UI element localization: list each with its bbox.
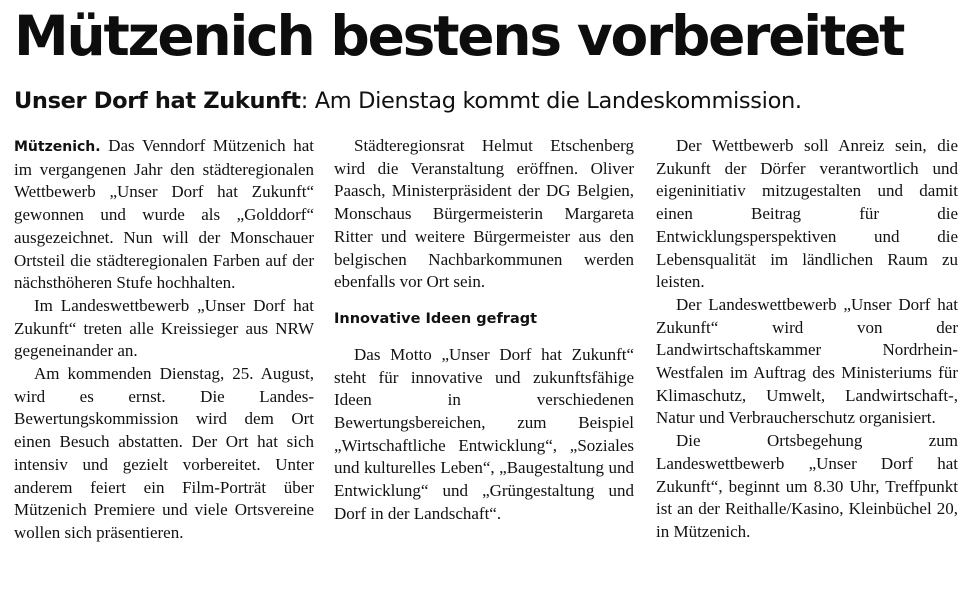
article-paragraph: Das Motto „Unser Dorf hat Zukunft“ steht für innovative und zukunftsfähige Ideen in verschiedenen Bewertungsbereichen, zum Beispiel „Wirtschaftliche Entwicklung“, „Soziales und kulturelles Leben“, „Baugestaltung und Entwicklung“ und „Grüngestaltung und Dorf in der Landschaft“. bbox=[334, 344, 634, 523]
article-paragraph bbox=[14, 135, 314, 295]
headline: Mützenich bestens vorbereitet bbox=[14, 4, 904, 68]
subheadline-text: : Am Dienstag kommt die Landeskommission. bbox=[300, 88, 802, 114]
article-column-1 bbox=[14, 135, 314, 545]
article-column-2 bbox=[334, 135, 634, 526]
article-column-3 bbox=[656, 135, 958, 544]
article-paragraph: Am kommenden Dienstag, 25. August, wird es ernst. Die Landes-Bewertungskommission wird dem Ort einen Besuch abstatten. Der Ort hat sich intensiv und gezielt vorbereitet. Unter anderem feiert ein Film-Porträt über Mützenich Premiere und viele Ortsvereine wollen sich präsentieren. bbox=[14, 364, 314, 542]
article-paragraph: Der Wettbewerb soll Anreiz sein, die Zukunft der Dörfer verantwortlich und eigeninitiativ mitzugestalten und damit einen Beitrag für die Entwicklungsperspektiven und die Lebensqualität im ländlichen Raum zu leisten. bbox=[656, 136, 958, 292]
article-paragraph: Im Landeswettbewerb „Unser Dorf hat Zukunft“ treten alle Kreissieger aus NRW gegeneinander an. bbox=[14, 295, 314, 361]
article-paragraph: Die Ortsbegehung zum Landeswettbewerb „Unser Dorf hat Zukunft“, beginnt um 8.30 Uhr, Treffpunkt ist an der Reithalle/Kasino, Kleinbüchel 20, in Mützenich. bbox=[656, 431, 958, 541]
subheadline bbox=[14, 84, 802, 118]
article-paragraph: Der Landeswettbewerb „Unser Dorf hat Zukunft“ wird von der Landwirtschaftskammer Nordrhein-Westfalen im Auftrag des Ministeriums für Klimaschutz, Umwelt, Landwirtschaft-, Natur und Verbraucherschutz organisiert. bbox=[656, 294, 958, 428]
subheading: Innovative Ideen gefragt bbox=[334, 310, 538, 327]
dateline: Mützenich. bbox=[14, 139, 101, 155]
paragraph-text: Das Venndorf Mützenich hat im vergangenen Jahr den städteregionalen Wettbewerb „Unser Dorf hat Zukunft“ gewonnen und wurde als „Golddorf“ ausgezeichnet. Nun will der Monschauer Ortsteil die städteregionalen Farben auf der nächsthöheren Stufe hochhalten. bbox=[14, 136, 315, 293]
article-paragraph: Städteregionsrat Helmut Etschenberg wird die Veranstaltung eröffnen. Oliver Paasch, Ministerpräsident der DG Belgien, Monschaus Bürgermeisterin Margareta Ritter und weitere Bürgermeister aus den belgischen Nachbarkommunen werden ebenfalls vor Ort sein. bbox=[334, 136, 634, 292]
subheadline-kicker: Unser Dorf hat Zukunft bbox=[14, 88, 301, 114]
